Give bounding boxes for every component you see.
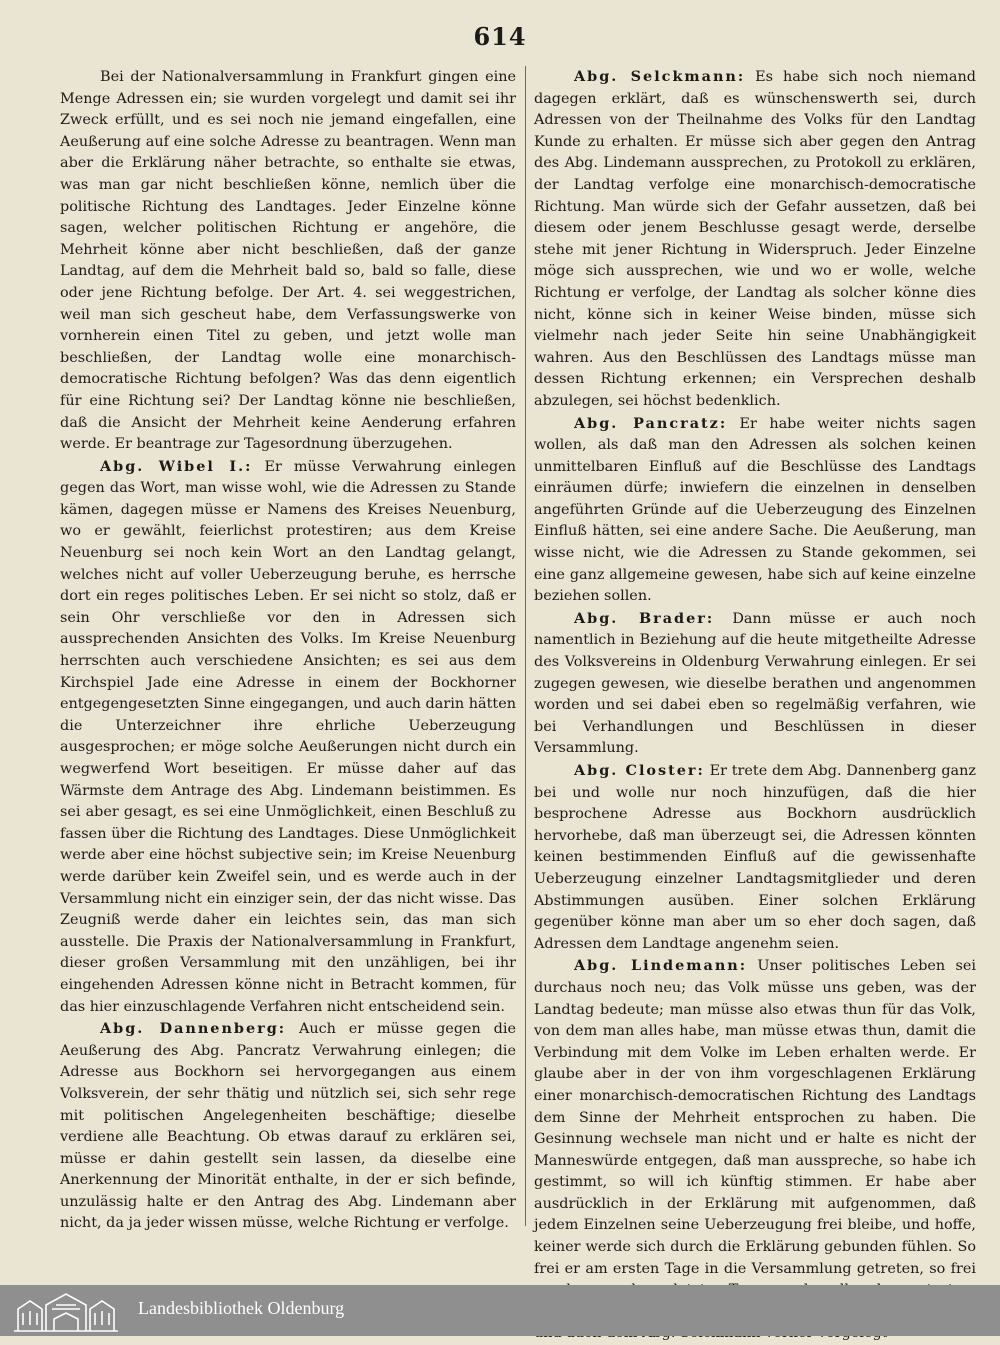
paragraph-text: Auch er müsse gegen die Aeußerung des Abg. Pancratz Verwahrung einlegen; die Adresse aus Bockhorn sei hervorgegangen aus einem Volksverein, der sehr thätig und nützlich sei, sich sehr rege mit politischen Angelegenheiten beschäftige; dieselbe verdiene alle Beachtung. Ob etwas darauf zu erklären sei, müsse er dahin gestellt sein lassen, da dieselbe eine Anerkennung der Minorität enthalte, in der er sich befinde, unzulässig halte er den Antrag des Abg. Lindemann aber nicht, da ja jeder wissen müsse, welche Richtung er verfolge. [60, 1021, 516, 1232]
paragraph-text: Es habe sich noch niemand dagegen erklärt, daß es wünschenswerth sei, durch Adressen von der Theilnahme des Volks für den Landtag Kunde zu erhalten. Er müsse sich aber gegen den Antrag des Abg. Lindemann aussprechen, zu Protokoll zu erklären, der Landtag verfolge eine monarchisch-democratische Richtung. Man würde sich der Gefahr aussetzen, daß bei diesem oder jenem Beschlusse gesagt werde, derselbe stehe mit jener Richtung in Widerspruch. Jeder Einzelne möge sich aussprechen, wie und wo er wolle, welche Richtung er verfolge, der Landtag als solcher könne dies nicht, könne sich in keiner Weise binden, müsse sich vielmehr nach jeder Seite hin seine Unabhängigkeit wahren. Aus den Beschlüssen des Landtags müsse man dessen Richtung erkennen; ein Versprechen deshalb abzulegen, sei höchst bedenklich. [534, 69, 976, 409]
paragraph [534, 608, 976, 760]
paragraph-text: Unser politisches Leben sei durchaus noch neu; das Volk müsse uns geben, was der Landtag bedeute; man müsse also etwas thun für das Volk, von dem man alles habe, man müsse etwas thun, damit die Verbindung mit dem Volke im Leben erhalten werde. Er glaube aber in der von ihm vorgeschlagenen Erklärung einer monarchisch-democratischen Richtung des Landtags dem Sinne der Mehrheit entsprochen zu haben. Die Gesinnung wechsele man nicht und er halte es nicht der Manneswürde entgegen, daß man ausspreche, so habe ich gestimmt, so will ich künftig stimmen. Er habe aber ausdrücklich in der Erklärung mit aufgenommen, daß jedem Einzelnen seine Ueberzeugung frei bleibe, und hoffe, keiner werde sich durch die Erklärung gebunden fühlen. So frei er am ersten Tage in die Versammlung getreten, so frei [534, 958, 976, 1277]
paragraph [534, 413, 976, 608]
speaker-name: Abg. Lindemann: [574, 957, 748, 975]
speaker-name: Abg. Dannenberg: [100, 1020, 287, 1038]
speaker-name: Abg. Wibel I.: [100, 457, 253, 475]
left-column [60, 66, 516, 1235]
paragraph [60, 66, 516, 456]
paragraph-text: Er müsse Verwahrung einlegen gegen das Wort, man wisse wohl, wie die Adressen zu Stande kämen, dagegen müsse er Namens des Kreises Neuenburg, wo er gewählt, feierlichst protestiren; aus dem Kreise Neuenburg sei noch kein Wort an den Landtag gelangt, welches nicht auf voller Ueberzeugung beruhe, es herrsche dort ein reges politisches Leben. Er sei nicht so stolz, daß er sein Ohr verschließe vor den in Adressen sich aussprechenden Ansichten des Volks. Im Kreise Neuenburg herrschten auch verschiedene Ansichten; es sei aus dem Kirchspiel Jade eine Adresse in einem der Bockhorner entgegengesetzten Sinne eingegangen, und auch darin hätten die Unterzeichner ihre ehrliche Ueberzeugung ausgesprochen; er möge solche Aeußerungen nicht durch ein wegwerfend Wort beseitigen. Er müsse daher auf das Wärmste dem Antrage des Abg. Lindemann beistimmen. Es sei aber gesagt, es sei eine Unmöglichkeit, einen Beschluß zu fassen über die Richtung des Landtages. Diese Unmöglichkeit werde aber eine höchst subjective sein; im Kreise Neuenburg werde darüber kein Zweifel sein, und es werde auch in der Versammlung nicht ein einziger sein, der das nicht wisse. Das Zeugniß werde daher ein leichtes sein, das man sich ausstelle. Die Praxis der Nationalversammlung in Frankfurt, dieser großen Versammlung mit den unzähligen, bei ihr eingehenden Adressen könne nicht in Betracht kommen, für das hier einzuschlagende Verfahren nicht entscheidend sein. [60, 458, 516, 1015]
library-name: Landesbibliothek Oldenburg [138, 1298, 345, 1318]
footer-bar [0, 1285, 1000, 1336]
column-divider [525, 66, 526, 1226]
library-building-icon [10, 1289, 122, 1333]
paragraph [60, 456, 516, 1018]
paragraph [534, 66, 976, 413]
paragraph-text: Er habe weiter nichts sagen wollen, als daß man den Adressen als solchen keinen unmittelbaren Einfluß auf die Beschlüsse des Landtags einräumen dürfe; inwiefern die einzelnen in denselben angeführten Gründe auf die Ueberzeugung des Einzelnen Einfluß hätten, sei eine andere Sache. Die Aeußerung, man wisse nicht, wie die Adressen zu Stande gekommen, sei eine ganz allgemeine gewesen, habe sich auf keine einzelne beziehen sollen. [534, 415, 976, 605]
paragraph-text: Dann müsse er auch noch namentlich in Beziehung auf die heute mitgetheilte Adresse des Volksvereins in Oldenburg Verwahrung einlegen. Er sei zugegen gewesen, wie dieselbe berathen und angenommen worden und sei dabei eben so regelmäßig verfahren, wie bei Verhandlungen und Beschlüssen in dieser Versammlung. [534, 610, 976, 757]
speaker-name: Abg. Pancratz: [574, 414, 728, 432]
paragraph-text: Bei der Nationalversammlung in Frankfurt gingen eine Menge Adressen ein; sie wurden vorgelegt und damit sei ihr Zweck erfüllt, und es sei noch nie jemand eingefallen, eine Aeußerung auf eine solche Adresse zu beantragen. Wenn man aber die Erklärung näher betrachte, so enthalte sie etwas, was man gar nicht beschließen könne, nemlich über die politische Richtung des Landtages. Jeder Einzelne könne sagen, welcher politischen Richtung er angehöre, die Mehrheit könne aber nicht beschließen, daß der ganze Landtag, auf dem die Mehrheit bald so, bald so falle, diese oder jene Richtung befolge. Der Art. 4. sei weggestrichen, weil man sich gescheut habe, dem Verfassungswerke von vornherein einen Titel zu geben, und jetzt wolle man beschließen, der Landtag wolle eine monarchisch-democratische Richtung befolgen? Was das denn eigentlich für eine Richtung sei? Der Landtag könne nie beschließen, daß die Ansicht der Mehrheit keine Aenderung erfahren werde. Er beantrage zur Tagesordnung überzugehen. [60, 69, 516, 453]
speaker-name: Abg. Selckmann: [574, 68, 746, 85]
paragraph [60, 1018, 516, 1235]
right-column [534, 66, 976, 1345]
speaker-name: Abg. Closter: [574, 762, 705, 779]
paragraph [534, 760, 976, 955]
paragraph-text: Er trete dem Abg. Dannenberg ganz bei und wolle nur noch hinzufügen, daß die hier besprochene Adresse aus Bockhorn ausdrücklich hervorhebe, daß man überzeugt sei, die Adressen könnten keinen bestimmenden Einfluß auf die gewissenhafte Ueberzeugung einzelner Landtagsmitglieder und deren Abstimmungen ausüben. Einer solchen Erklärung gegenüber könne man aber um so eher doch sagen, daß Adressen dem Landtage angenehm seien. [534, 763, 976, 952]
page-number: 614 [473, 22, 527, 51]
speaker-name: Abg. Brader: [574, 609, 715, 627]
